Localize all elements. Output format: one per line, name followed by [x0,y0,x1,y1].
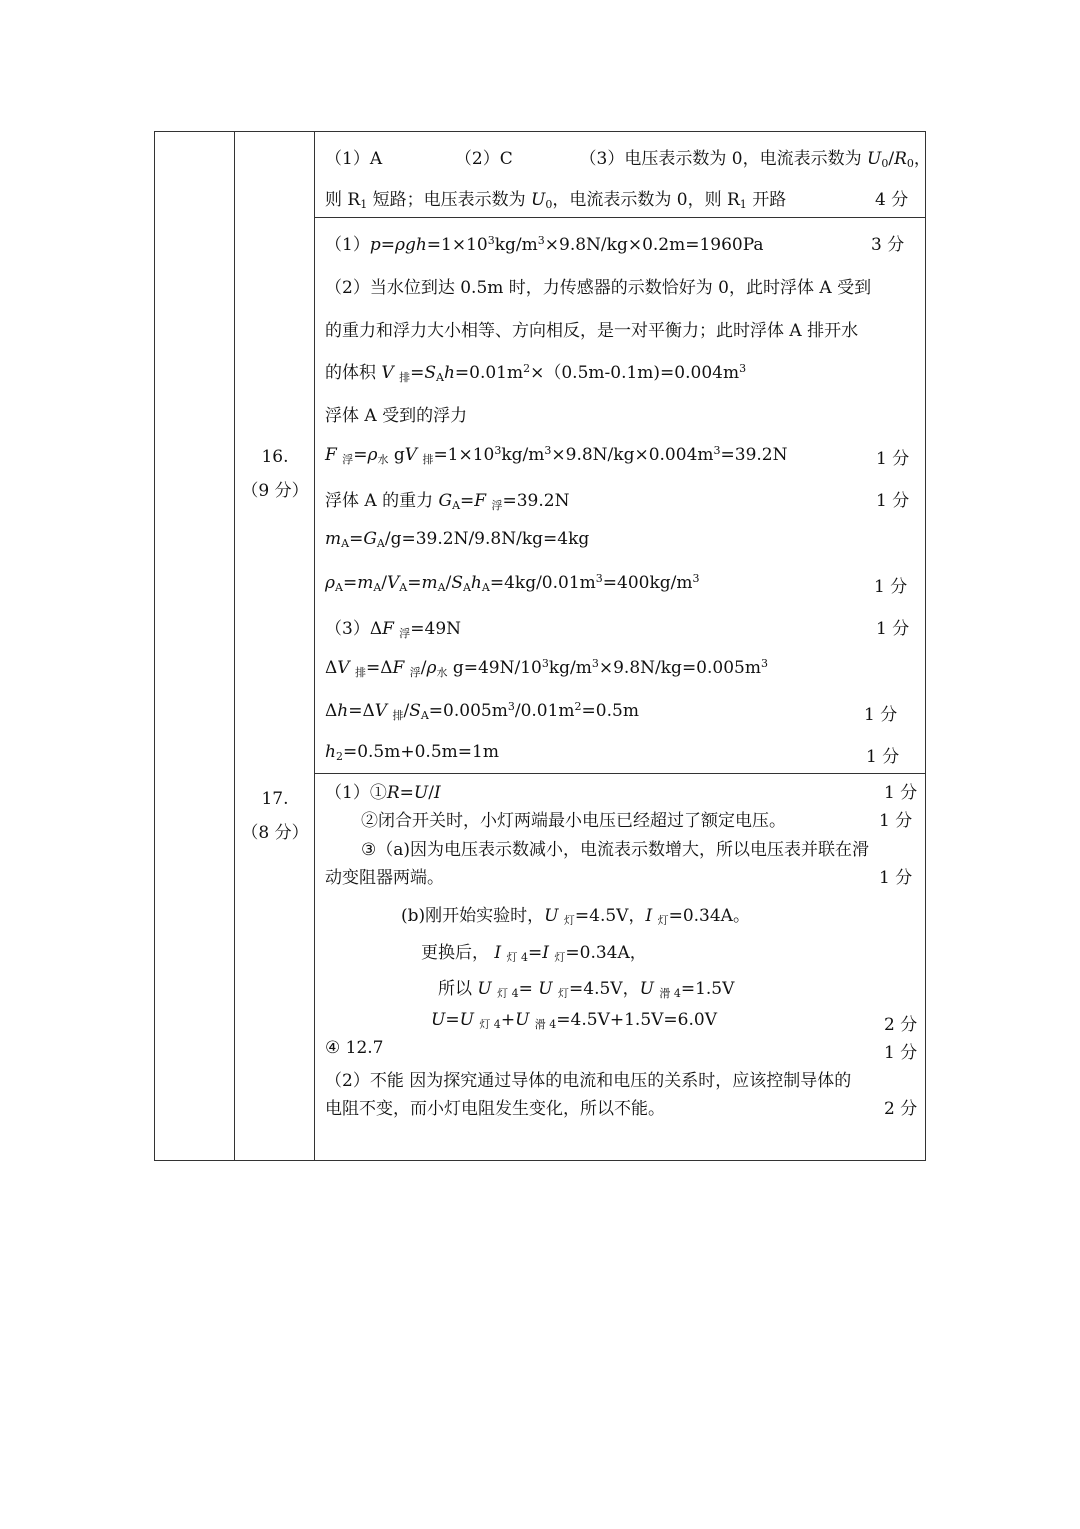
q17-number: 17. [261,789,289,809]
q16-line-6: F $_浮=\rho_水$ gV $_排=1\times 10^3kg/m^3\times 9.8N/kg\times 0.004m^3=39.2N$ [325,444,788,466]
q17-score-8: 2 分 [884,1015,918,1035]
q15-part1: （1）A [325,149,383,169]
q17-score-2: 1 分 [879,811,913,831]
q15-l2-c: ，电流表示数为 0，则 R [552,190,740,210]
q16-line-8: $m_A=G_A/g=39.2N/9.8N/kg=4kg$ [325,529,590,550]
q15-part3: （3）电压表示数为 0，电流表示数为 [579,149,867,169]
q16-line-2: （2）当水位到达 0.5m 时，力传感器的示数恰好为 0，此时浮体 A 受到 [325,278,872,298]
row-divider-16-17 [315,773,925,774]
q17-line-2: ②闭合开关时，小灯两端最小电压已经超过了额定电压。 [361,811,786,831]
q16-line-12: Δh=ΔV $_排/S_A=0.005m^3/0.01m^2=0.5m$ [325,700,639,722]
q17-line-9: ④ 12.7 [325,1038,384,1058]
q16-score-7: 1 分 [876,491,910,511]
q15-l2-a: 则 R [325,190,361,210]
q16-score-9: 1 分 [874,577,908,597]
q17-line-7: 所以 U $_{灯 4}$= U $_灯$=4.5V，U $_{滑 4}$=1.5V [438,979,735,1000]
q15-l2-d: 开路 [746,190,787,210]
q15-l2-b: 短路；电压表示数为 [367,190,532,210]
q16-line-1: $(1)p=\rho gh=1\times 10^3kg/m^3\times 9.8N/kg\times 0.2m=1960Pa$ [325,234,764,255]
q17-line-10: （2）不能 因为探究通过导体的电流和电压的关系时，应该控制导体的 [325,1071,852,1091]
q16-line-9: $\rho_A=m_A/V_A=m_A/S_Ah_A=4kg/0.01m^3=400kg/m^3$ [325,572,700,594]
q17-score-1: 1 分 [884,783,918,803]
q15-part2: （2）C [454,149,513,169]
q17-line-5: (b)刚开始实验时，U $_灯$=4.5V，I $_灯$=0.34A。 [401,906,750,927]
q15-score: 4 分 [875,190,909,210]
q17-line-3: ③（a)因为电压表示数减小，电流表示数增大，所以电压表并联在滑 [361,840,870,860]
q15-r0-sub: 0 [906,157,914,170]
q16-points: （9 分） [241,481,309,501]
q15-l2-sub2: 1 [739,198,747,211]
q15-comma: ， [913,149,931,169]
q16-score-13: 1 分 [866,747,900,767]
q15-l2-u0: U [531,190,546,210]
q16-line-5: 浮体 A 受到的浮力 [325,406,468,426]
q17-score-4: 1 分 [879,868,913,888]
answer-table [154,131,931,1161]
q16-score-12: 1 分 [864,705,898,725]
q16-line-10: （3）ΔF $_浮$=49N [325,619,462,640]
q16-line-11: ΔV $_排$=ΔF $_浮/\rho_水$ $g=49N/10^3kg/m^3\times 9.8N/kg=0.005m^3$ [325,657,768,679]
q16-line-13: $h_2=0.5m+0.5m=1m$ [325,742,499,763]
q17-score-9: 1 分 [884,1043,918,1063]
q15-line-1 [325,144,931,170]
q16-line-7: 浮体 A 的重力 $G_A=F$ $_浮$=39.2N [325,491,570,512]
q16-score-10: 1 分 [876,619,910,639]
column-divider-1 [234,132,235,1160]
q17-line-11: 电阻不变，而小灯电阻发生变化，所以不能。 [325,1099,665,1119]
q15-line-2 [325,185,786,211]
row-divider-15-16 [315,217,925,218]
q15-l2-sub1: 1 [360,198,368,211]
q17-line-8: U=U $_{灯 4}$+U $_{滑 4}$=4.5V+1.5V=6.0V [431,1010,717,1031]
q15-r0: R [894,149,907,169]
q16-line-3: 的重力和浮力大小相等、方向相反，是一对平衡力；此时浮体 A 排开水 [325,321,859,341]
q17-points: （8 分） [241,823,309,843]
q15-slash: / [888,149,895,169]
q17-line-6: 更换后， I $_{灯 4}$=I $_灯$=0.34A， [421,943,647,964]
q15-u0: U [867,149,882,169]
q16-line-4: 的体积 V $_排=S_Ah=0.01m^2\times(0.5m-0.1m)=0.004m^3$ [325,362,747,384]
q16-number: 16. [261,447,289,467]
q17-line-1: （1）①R=U/I [325,783,441,803]
q16-score-1: 3 分 [871,235,905,255]
q17-score-11: 2 分 [884,1099,918,1119]
q17-line-4: 动变阻器两端。 [325,868,444,888]
q15-l2-u0-sub: 0 [545,198,553,211]
q15-u0-sub: 0 [881,157,889,170]
column-divider-2 [314,132,315,1160]
q16-score-6: 1 分 [876,449,910,469]
